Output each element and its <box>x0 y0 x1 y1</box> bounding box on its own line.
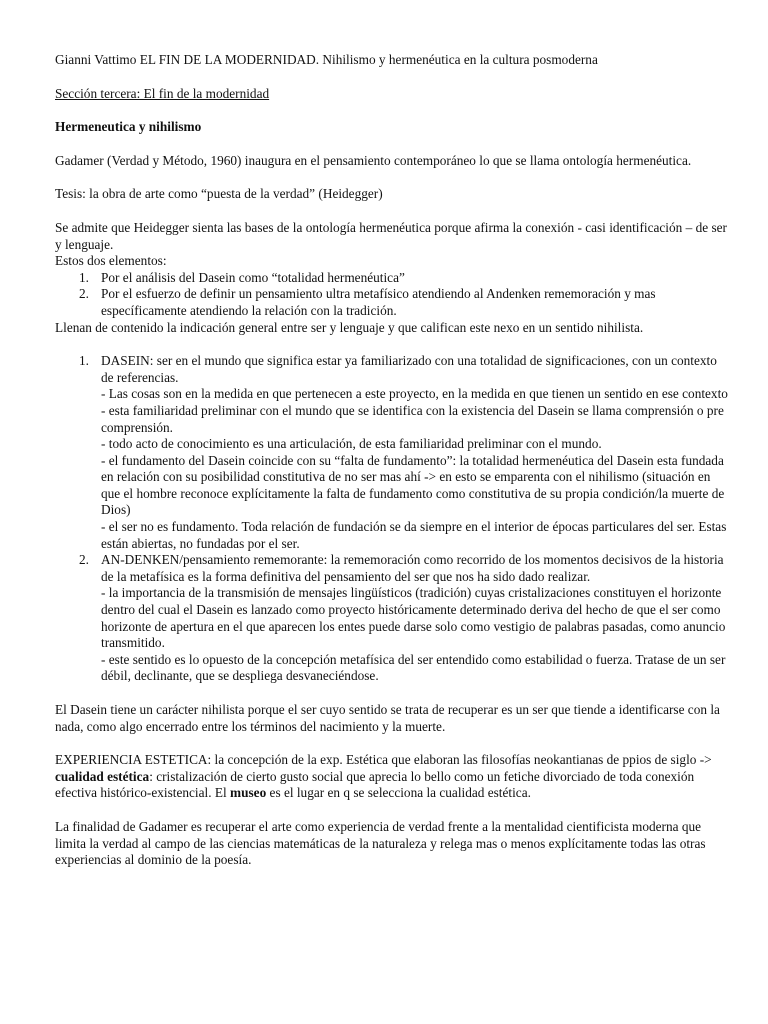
paragraph-admite: Se admite que Heidegger sienta las bases de la ontología hermenéutica porque afirma la conexión - casi identificación – de ser y lenguaje. <box>55 219 727 252</box>
list-text: Por el esfuerzo de definir un pensamiento ultra metafísico atendiendo al Andenken rememoración y mas específicamente atendiendo la relación con la tradición. <box>101 286 656 318</box>
list-number: 1. <box>79 269 89 285</box>
list-line: - este sentido es lo opuesto de la concepción metafísica del ser entendido como estabilidad o fuerza. Tratase de un ser débil, declinante, que se despliega desvaneciéndose. <box>101 651 726 684</box>
list-item <box>55 270 728 287</box>
list-line: - el fundamento del Dasein coincide con su “falta de fundamento”: la totalidad hermenéutica del Dasein esta fundada en relación con su posibilidad constitutiva de no ser mas ahí -> en esto se emparenta con el nihilismo (situación en que el hombre reconoce explícitamente la falta de fundamento como constitutiva de su propia condición/la muerte de Dios) <box>101 452 725 518</box>
list-line: - Las cosas son en la medida en que pertenecen a este proyecto, en la medida en que tienen un sentido en ese contexto <box>101 386 728 402</box>
list-line: - el ser no es fundamento. Toda relación de fundación se da siempre en el interior de épocas particulares del ser. Estas están abiertas, no fundadas por el ser. <box>101 519 727 551</box>
subsection-heading: Hermeneutica y nihilismo <box>55 119 202 135</box>
list-number: 2. <box>79 552 89 568</box>
elements-list <box>55 270 728 320</box>
paragraph-finalidad: La finalidad de Gadamer es recuperar el arte como experiencia de verdad frente a la mentalidad cientificista moderna que limita la verdad al campo de las ciencias matemáticas de la naturaleza y relega mas o menos explícitamente todas las otras experiencias al dominio de la poesía. <box>55 818 706 868</box>
list-line: AN-DENKEN/pensamiento rememorante: la rememoración como recorrido de los momentos decisivos de la historia de la metafísica es la forma definitiva del pensamiento del ser que nos ha sido dado realizar. <box>101 552 724 584</box>
paragraph-gadamer: Gadamer (Verdad y Método, 1960) inaugura en el pensamiento contemporáneo lo que se llama ontología hermenéutica. <box>55 152 692 168</box>
experiencia-bold-cualidad: cualidad estética <box>55 768 150 784</box>
list-line: - todo acto de conocimiento es una articulación, de esta familiaridad preliminar con el mundo. <box>101 436 602 452</box>
concepts-list <box>55 353 728 685</box>
paragraph-experiencia <box>55 752 728 802</box>
list-item <box>55 286 728 319</box>
list-item-andenken <box>55 552 728 685</box>
experiencia-text-3: es el lugar en q se selecciona la cualidad estética. <box>266 785 531 801</box>
list-item-dasein <box>55 353 728 552</box>
list-number: 1. <box>79 353 89 369</box>
experiencia-text-1: EXPERIENCIA ESTETICA: la concepción de la exp. Estética que elaboran las filosofías neokantianas de ppios de siglo -> <box>55 752 712 768</box>
experiencia-text-2: : cristalización de cierto gusto social que aprecia lo bello como un fetiche divorciado de toda conexión efectiva histórico-existencial. El <box>55 768 695 801</box>
list-number: 2. <box>79 286 89 302</box>
list-text: Por el análisis del Dasein como “totalidad hermenéutica” <box>101 269 405 285</box>
paragraph-dasein-nihilista: El Dasein tiene un carácter nihilista porque el ser cuyo sentido se trata de recuperar es un ser que tiende a identificarse con la nada, como algo encerrado entre los términos del nacimiento y la muerte. <box>55 702 720 734</box>
section-heading: Sección tercera: El fin de la modernidad <box>55 85 270 101</box>
list-line: - esta familiaridad preliminar con el mundo que se identifica con la existencia del Dasein se llama comprensión o pre comprensión. <box>101 402 724 435</box>
list-line: DASEIN: ser en el mundo que significa estar ya familiarizado con una totalidad de significaciones, con un contexto de referencias. <box>101 353 717 385</box>
paragraph-tesis: Tesis: la obra de arte como “puesta de la verdad” (Heidegger) <box>55 186 383 202</box>
paragraph-llenan: Llenan de contenido la indicación general entre ser y lenguaje y que califican este nexo en un sentido nihilista. <box>55 319 644 335</box>
document-title: Gianni Vattimo EL FIN DE LA MODERNIDAD. Nihilismo y hermenéutica en la cultura posmoderna <box>55 52 598 67</box>
list-line: - la importancia de la transmisión de mensajes lingüísticos (tradición) cuyas cristalizaciones constituyen el horizonte dentro del cual el Dasein es lanzado como proyecto históricamente determinado deriva del hecho de que el ser como horizonte de apertura en el que aparecen los entes puede darse solo como vestigio de palabras pasadas, como anuncio transmitido. <box>101 585 726 651</box>
paragraph-estos: Estos dos elementos: <box>55 253 167 269</box>
experiencia-bold-museo: museo <box>230 785 267 801</box>
